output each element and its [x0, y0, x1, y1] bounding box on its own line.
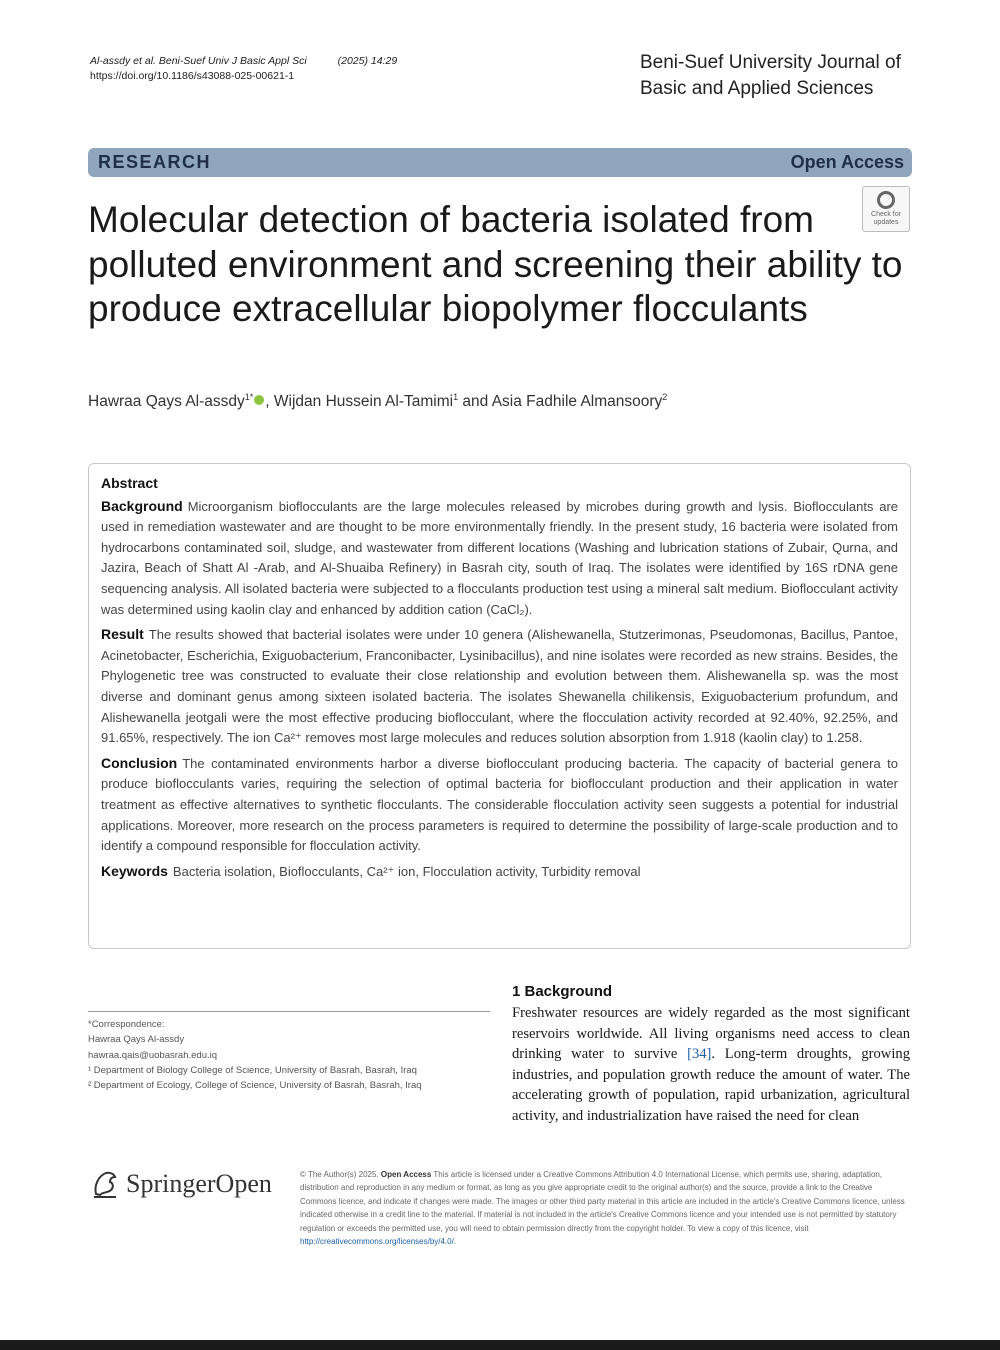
affiliation-2: ² Department of Ecology, College of Science, University of Basrah, Basrah, Iraq: [88, 1080, 422, 1092]
license-link[interactable]: http://creativecommons.org/licenses/by/4.0/: [300, 1237, 454, 1247]
abstract-background: [101, 496, 898, 621]
footnote-divider: [88, 1011, 490, 1012]
affiliation-1: ¹ Department of Biology College of Science, University of Basrah, Basrah, Iraq: [88, 1064, 417, 1076]
journal-name: [640, 50, 940, 102]
abstract-keywords: [101, 861, 898, 883]
result-text: The results showed that bacterial isolates were under 10 genera (Alishewanella, Stutzerimonas, Pseudomonas, Bacillus, Pantoe, Acinetobacter, Escherichia, Exiguobacterium, Franconibacter, Lysinibacillus), and nine isolates were recorded as new strains. Besides, the Phylogenetic tree was constructed to evaluate their close relationship and evolution between them. Alishewanella sp. was the most diverse and dominant genus among sixteen isolated bacteria. The isolates Shewanella chilikensis, Exiguobacterium profundum, and Alishewanella jeotgali were the most effective producing bioflocculant, where the flocculation activity recorded at 92.40%, 92.25%, and 91.65%, respectively. The ion Ca²⁺ removes most large molecules and reduces solution absorption from 1.918 (kaolin clay) to 1.258.: [101, 627, 898, 746]
publisher-name: [126, 1169, 272, 1199]
correspondence-email[interactable]: hawraa.qais@uobasrah.edu.iq: [88, 1049, 218, 1061]
section-bar: [88, 148, 912, 177]
springer-open-logo: [90, 1168, 272, 1200]
header-meta: [90, 54, 397, 84]
citation: Al-assdy et al. Beni-Suef Univ J Basic Appl Sci: [90, 55, 307, 67]
citation-link[interactable]: [34]: [687, 1046, 712, 1062]
background-text: Microorganism bioflocculants are the large molecules released by microbes during growth and lysis. Bioflocculants are used in remediation wastewater and are thought to be more environmentally friendly. In the present study, 16 bacteria were isolated from hydrocarbons contaminated soil, sludge, and wastewater from different locations (Washing and lubrication stations of Zubair, Qurna, and Jazira, Beach of Shatt Al -Arab, and Al-Shuaiba Refinery) in Basrah city, south of Iraq. The isolates were identified by 16S rDNA gene sequencing analysis. All isolated bacteria were subjected to a flocculants production test using a mineral salt medium. Bioflocculant activity was determined using kaolin clay and enhanced by addition cation (CaCl₂).: [101, 498, 898, 617]
keywords-label: Keywords: [101, 862, 168, 879]
open-access-label: Open Access: [790, 152, 904, 172]
doi-link[interactable]: https://doi.org/10.1186/s43088-025-00621-1: [90, 70, 295, 82]
background-label: Background: [101, 497, 183, 514]
license-text: [300, 1168, 905, 1248]
license-body: This article is licensed under a Creative Commons Attribution 4.0 International License, which permits use, sharing, adaptation, distribution and reproduction in any medium or format, as long as you give appropriate credit to the original author(s) and the source, provide a link to the Creative Commons licence, and indicate if changes were made. The images or other third party material in this article are included in the article's Creative Commons licence, unless indicated otherwise in a credit line to the material. If material is not included in the article's Creative Commons licence and your intended use is not permitted by statutory regulation or exceeds the permitted use, you will need to obtain permission directly from the copyright holder. To view a copy of this licence, visit: [300, 1170, 905, 1233]
author-affiliation-marker: 2: [662, 392, 668, 402]
paragraph-text: . Long-term droughts, growing industries, and population growth reduce the amount of water. The accelerating growth of population, rapid urbanization, agricultural activity, and industrialization have raised the need for clean: [512, 1046, 910, 1124]
author-affiliation-marker: 1: [453, 392, 459, 402]
abstract-heading: Abstract: [101, 475, 158, 491]
background-paragraph: [512, 1003, 910, 1126]
orcid-icon[interactable]: [254, 395, 264, 405]
year-volume: (2025) 14:29: [337, 55, 398, 67]
journal-name-line2: Basic and Applied Sciences: [640, 78, 874, 99]
publisher-name-main: Springer: [126, 1169, 216, 1198]
conclusion-text: The contaminated environments harbor a diverse bioflocculant producing bacteria. The capacity of bacterial genera to produce bioflocculants varies, requiring the selection of optimal bacteria for bioflocculant production and their application in water treatment as effective alternatives to synthetic flocculants. The considerable flocculation activity seen suggests a potential for industrial applications. Moreover, more research on the process parameters is required to determine the possibility of large-scale production and to identify a compound responsible for flocculation activity.: [101, 755, 898, 854]
conclusion-label: Conclusion: [101, 754, 178, 771]
author-name[interactable]: , Wijdan Hussein Al-Tamimi: [265, 393, 454, 411]
section-heading-background: 1 Background: [512, 983, 613, 1000]
result-label: Result: [101, 626, 144, 643]
bottom-edge-bar: [0, 1340, 1000, 1350]
keywords-text: Bacteria isolation, Bioflocculants, Ca²⁺ ion, Flocculation activity, Turbidity removal: [172, 863, 641, 879]
article-title: Molecular detection of bacteria isolated from polluted environment and screening their ability to produce extracellular biopolymer flocculants: [88, 199, 903, 329]
check-for-updates-label: Check for updates: [871, 211, 901, 226]
correspondence-label: *Correspondence:: [88, 1019, 165, 1030]
author-list: [88, 392, 667, 411]
author-name[interactable]: and Asia Fadhile Almansoory: [458, 393, 663, 411]
journal-name-line1: Beni-Suef University Journal of: [640, 52, 901, 73]
springer-horse-icon: [90, 1168, 120, 1200]
correspondence-block: [88, 1017, 468, 1093]
abstract-box: [88, 463, 911, 949]
correspondence-name: Hawraa Qays Al-assdy: [88, 1034, 185, 1046]
section-label: RESEARCH: [98, 152, 212, 172]
paragraph-text: Freshwater resources are widely regarded as the most significant reservoirs worldwide. All living organisms need access to clean drinking water to survive: [512, 1005, 910, 1062]
publisher-name-suffix: Open: [215, 1169, 272, 1198]
license-open-access: Open Access: [380, 1170, 432, 1179]
abstract-conclusion: [101, 753, 898, 857]
author-affiliation-marker: 1*: [244, 392, 254, 402]
author-name[interactable]: Hawraa Qays Al-assdy: [88, 393, 245, 411]
license-end: .: [453, 1237, 457, 1247]
abstract-result: [101, 624, 898, 749]
license-copyright: © The Author(s) 2025.: [300, 1170, 379, 1179]
